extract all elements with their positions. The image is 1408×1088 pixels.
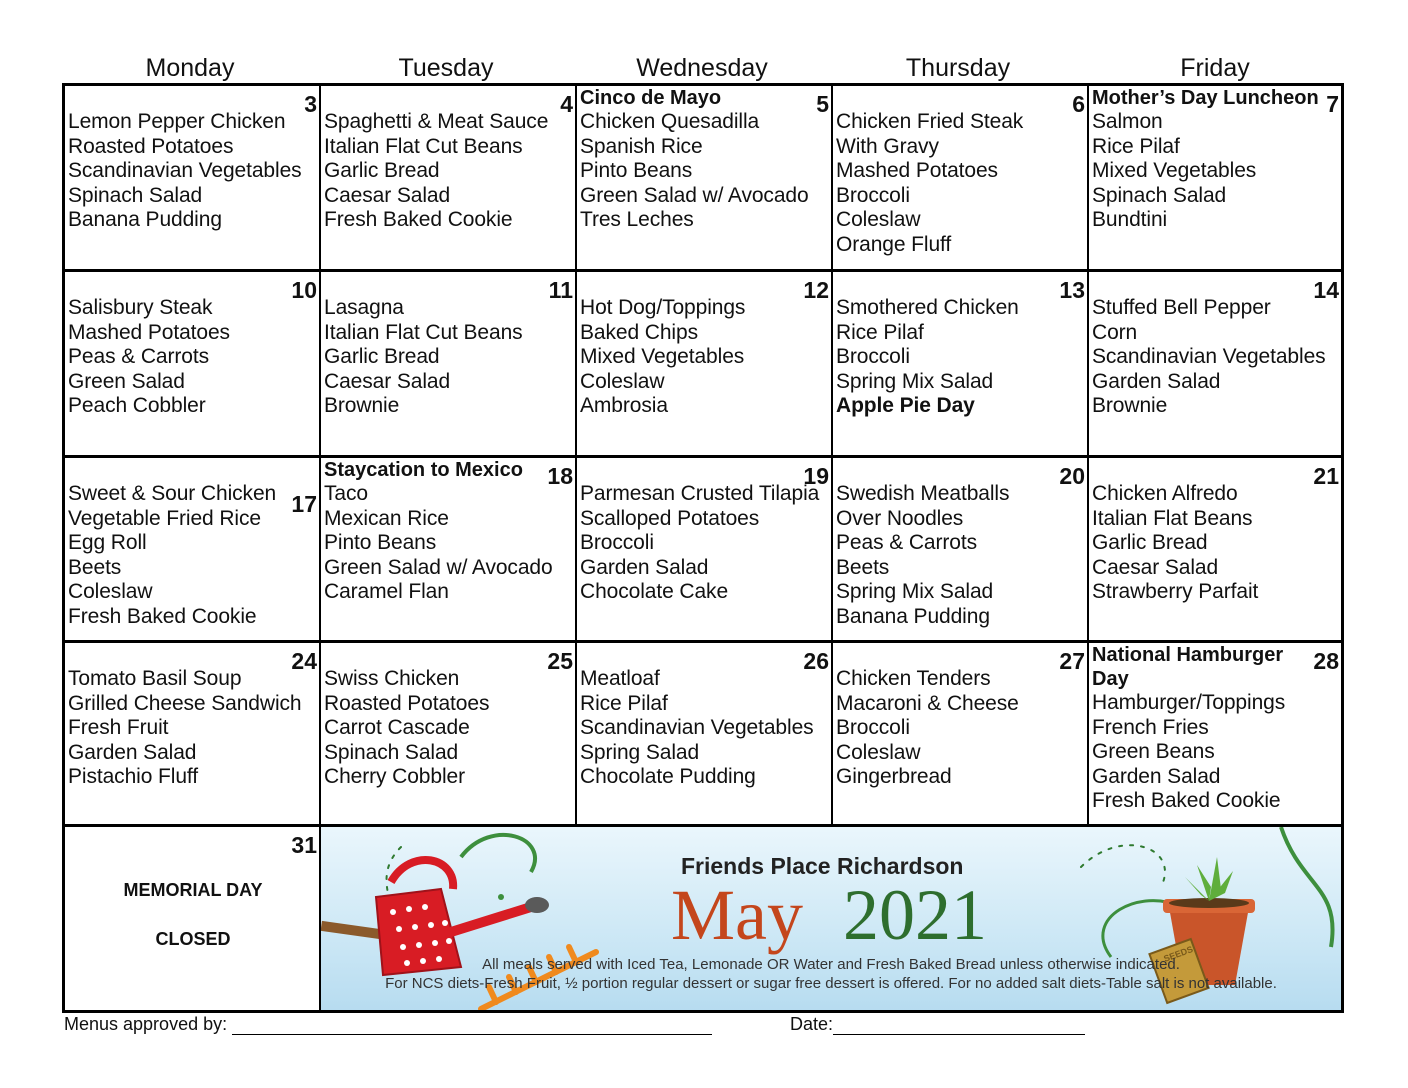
menu-list bbox=[1092, 110, 1256, 233]
menu-item: Green Salad w/ Avocado bbox=[324, 555, 553, 579]
menu-item: Broccoli bbox=[580, 531, 654, 555]
menu-list bbox=[68, 667, 302, 790]
menu-item: Green Beans bbox=[1092, 740, 1215, 764]
menu-item: Brownie bbox=[324, 394, 400, 418]
menu-item: Fresh Baked Cookie bbox=[324, 208, 513, 232]
menu-list bbox=[324, 110, 548, 233]
menu-list bbox=[836, 482, 1009, 630]
menu-item: Baked Chips bbox=[580, 320, 698, 344]
menu-item: Italian Flat Cut Beans bbox=[324, 134, 523, 158]
menu-item: Salmon bbox=[1092, 110, 1163, 133]
menu-item: Fresh Baked Cookie bbox=[1092, 789, 1281, 813]
day-number: 13 bbox=[1059, 277, 1085, 303]
menu-item: Roasted Potatoes bbox=[68, 134, 234, 158]
menu-item: French Fries bbox=[1092, 715, 1209, 739]
holiday-label: MEMORIAL DAY bbox=[123, 880, 263, 900]
diet-note: For NCS diets-Fresh Fruit, ½ portion regular dessert or sugar free dessert is offered. For no added salt diets-Table salt is not available. bbox=[385, 975, 1277, 992]
day-cell-6 bbox=[833, 86, 1089, 272]
menu-item: Beets bbox=[68, 555, 122, 579]
menu-list bbox=[836, 667, 1019, 790]
menu-item: Coleslaw bbox=[68, 580, 153, 604]
day-cell-24 bbox=[65, 643, 321, 827]
special-event-heading: Cinco de Mayo bbox=[580, 87, 722, 109]
day-cell-13 bbox=[833, 272, 1089, 458]
menu-item: Peas & Carrots bbox=[68, 345, 209, 369]
menu-item: Pinto Beans bbox=[324, 531, 437, 555]
menu-item: Cherry Cobbler bbox=[324, 765, 465, 789]
menu-list bbox=[580, 296, 745, 419]
menu-item: Ambrosia bbox=[580, 394, 668, 418]
menu-item: Rice Pilaf bbox=[580, 691, 668, 715]
menu-item: Orange Fluff bbox=[836, 232, 952, 256]
menu-item: Caesar Salad bbox=[324, 183, 451, 207]
menu-item: Caesar Salad bbox=[1092, 555, 1219, 579]
menu-item: Grilled Cheese Sandwich bbox=[68, 691, 302, 715]
special-event-heading-line2: Day bbox=[1092, 668, 1129, 690]
menu-item: Scandinavian Vegetables bbox=[580, 716, 814, 740]
menu-item: Swiss Chicken bbox=[324, 667, 460, 690]
menu-item: Peas & Carrots bbox=[836, 531, 977, 555]
menu-item: Taco bbox=[324, 482, 368, 505]
menu-item: Mexican Rice bbox=[324, 506, 449, 530]
month-banner bbox=[321, 827, 1341, 1010]
day-name: Thursday bbox=[905, 54, 1011, 82]
day-cell-3 bbox=[65, 86, 321, 272]
menu-item: Garlic Bread bbox=[1092, 531, 1208, 555]
menu-item: Rice Pilaf bbox=[1092, 134, 1180, 158]
facility-name: Friends Place Richardson bbox=[681, 853, 964, 879]
day-number: 25 bbox=[547, 648, 573, 674]
menu-item: Italian Flat Cut Beans bbox=[324, 320, 523, 344]
date-blank[interactable] bbox=[833, 1018, 1085, 1035]
day-cell-11 bbox=[321, 272, 577, 458]
menu-list bbox=[580, 110, 809, 233]
menu-item: Fresh Baked Cookie bbox=[68, 604, 257, 628]
menu-item: Mixed Vegetables bbox=[580, 345, 745, 369]
day-number: 31 bbox=[291, 832, 317, 858]
menu-item: Caesar Salad bbox=[324, 369, 451, 393]
menu-list bbox=[1092, 691, 1285, 814]
menu-item: Corn bbox=[1092, 320, 1138, 344]
day-number: 10 bbox=[291, 277, 317, 303]
menu-item: Garden Salad bbox=[1092, 764, 1221, 788]
menu-item: Chicken Tenders bbox=[836, 667, 991, 690]
menu-list bbox=[836, 110, 1023, 258]
menu-item: Spinach Salad bbox=[68, 183, 203, 207]
menu-item: Italian Flat Beans bbox=[1092, 506, 1253, 530]
day-number: 6 bbox=[1072, 91, 1085, 117]
day-cell-19 bbox=[577, 458, 833, 643]
menu-item: Macaroni & Cheese bbox=[836, 691, 1019, 715]
menu-item: Chicken Fried Steak bbox=[836, 110, 1024, 133]
approval-line bbox=[64, 1014, 712, 1035]
menu-item: Apple Pie Day bbox=[836, 394, 975, 418]
menu-item: Fresh Fruit bbox=[68, 716, 169, 740]
day-cell-7 bbox=[1089, 86, 1341, 272]
menu-item: Caramel Flan bbox=[324, 580, 449, 604]
menu-item: Coleslaw bbox=[836, 208, 921, 232]
menu-item: Gingerbread bbox=[836, 765, 952, 789]
menu-item: Spring Salad bbox=[580, 740, 700, 764]
menu-item: Beets bbox=[836, 555, 890, 579]
menu-list bbox=[1092, 482, 1258, 605]
year-label: 2021 bbox=[843, 875, 987, 955]
day-cell-12 bbox=[577, 272, 833, 458]
closed-label: CLOSED bbox=[155, 929, 231, 949]
day-number: 4 bbox=[560, 91, 573, 117]
day-number: 26 bbox=[803, 648, 829, 674]
day-number: 21 bbox=[1313, 463, 1339, 489]
menu-item: Meatloaf bbox=[580, 667, 660, 690]
menu-item: Broccoli bbox=[836, 716, 910, 740]
menu-item: Mashed Potatoes bbox=[836, 159, 998, 183]
menu-item: Pistachio Fluff bbox=[68, 765, 199, 789]
menu-item: Chocolate Pudding bbox=[580, 765, 756, 789]
menu-item: Tres Leches bbox=[580, 208, 694, 232]
menu-item: Chicken Quesadilla bbox=[580, 110, 760, 133]
menu-list bbox=[68, 482, 276, 630]
menu-item: Lemon Pepper Chicken bbox=[68, 110, 286, 133]
special-event-heading: National Hamburger bbox=[1092, 644, 1284, 666]
menu-item: Stuffed Bell Pepper bbox=[1092, 296, 1271, 319]
day-name: Monday bbox=[145, 54, 235, 82]
special-event-heading: Mother’s Day Luncheon bbox=[1092, 87, 1319, 109]
menu-item: Roasted Potatoes bbox=[324, 691, 490, 715]
date-label: Date: bbox=[790, 1014, 834, 1034]
menu-item: Egg Roll bbox=[68, 531, 147, 555]
menu-item: Strawberry Parfait bbox=[1092, 580, 1259, 604]
menu-item: Spanish Rice bbox=[580, 134, 703, 158]
menu-list bbox=[324, 482, 553, 605]
day-number: 3 bbox=[304, 91, 317, 117]
menu-list bbox=[1092, 296, 1326, 419]
day-name: Tuesday bbox=[398, 54, 494, 82]
menu-item: Broccoli bbox=[836, 345, 910, 369]
menu-item: Mixed Vegetables bbox=[1092, 159, 1257, 183]
day-cell-10 bbox=[65, 272, 321, 458]
menu-item: Vegetable Fried Rice bbox=[68, 506, 261, 530]
beverage-note: All meals served with Iced Tea, Lemonade OR Water and Fresh Baked Bread unless otherwise indicated. bbox=[482, 956, 1180, 973]
menu-item: Brownie bbox=[1092, 394, 1168, 418]
menu-item: Scandinavian Vegetables bbox=[68, 159, 302, 183]
menu-item: Green Salad bbox=[68, 369, 185, 393]
menu-item: Swedish Meatballs bbox=[836, 482, 1010, 505]
day-cell-31 bbox=[65, 827, 321, 1010]
menu-item: Coleslaw bbox=[580, 369, 665, 393]
day-name: Wednesday bbox=[636, 54, 768, 82]
menu-item: Scalloped Potatoes bbox=[580, 506, 760, 530]
menu-item: Rice Pilaf bbox=[836, 320, 924, 344]
menu-list bbox=[580, 667, 814, 790]
menu-item: Bundtini bbox=[1092, 208, 1168, 232]
day-number: 17 bbox=[291, 491, 317, 517]
menu-list bbox=[68, 110, 302, 233]
day-number: 7 bbox=[1326, 91, 1339, 117]
menu-item: Garden Salad bbox=[580, 555, 709, 579]
menu-item: Hamburger/Toppings bbox=[1092, 691, 1286, 714]
menu-item: Chicken Alfredo bbox=[1092, 482, 1238, 505]
menu-list bbox=[324, 667, 489, 790]
day-cell-27 bbox=[833, 643, 1089, 827]
menu-item: Garden Salad bbox=[1092, 369, 1221, 393]
menu-item: Lasagna bbox=[324, 296, 404, 319]
menu-item: Mashed Potatoes bbox=[68, 320, 230, 344]
menu-item: Spinach Salad bbox=[324, 740, 459, 764]
menu-item: Carrot Cascade bbox=[324, 716, 470, 740]
day-cell-26 bbox=[577, 643, 833, 827]
menu-item: Banana Pudding bbox=[836, 604, 990, 628]
signature-line[interactable] bbox=[232, 1018, 712, 1035]
approval-label: Menus approved by: bbox=[64, 1014, 228, 1034]
menu-item: Garlic Bread bbox=[324, 159, 440, 183]
day-number: 5 bbox=[816, 91, 829, 117]
menu-item: Smothered Chicken bbox=[836, 296, 1019, 319]
menu-item: Over Noodles bbox=[836, 506, 964, 530]
menu-item: Sweet & Sour Chicken bbox=[68, 482, 277, 505]
menu-item: Garden Salad bbox=[68, 740, 197, 764]
menu-list bbox=[836, 296, 1019, 419]
menu-item: Spring Mix Salad bbox=[836, 580, 994, 604]
menu-item: Peach Cobbler bbox=[68, 394, 206, 418]
menu-item: With Gravy bbox=[836, 134, 939, 158]
day-cell-28 bbox=[1089, 643, 1341, 827]
menu-item: Hot Dog/Toppings bbox=[580, 296, 746, 319]
menu-list bbox=[324, 296, 523, 419]
menu-list bbox=[68, 296, 230, 419]
menu-item: Spaghetti & Meat Sauce bbox=[324, 110, 549, 133]
day-cell-17 bbox=[65, 458, 321, 643]
menu-item: Pinto Beans bbox=[580, 159, 693, 183]
day-cell-20 bbox=[833, 458, 1089, 643]
menu-item: Scandinavian Vegetables bbox=[1092, 345, 1326, 369]
day-cell-25 bbox=[321, 643, 577, 827]
menu-item: Green Salad w/ Avocado bbox=[580, 183, 809, 207]
day-number: 24 bbox=[291, 648, 317, 674]
menu-item: Salisbury Steak bbox=[68, 296, 213, 319]
menu-item: Tomato Basil Soup bbox=[68, 667, 242, 690]
day-number: 14 bbox=[1313, 277, 1339, 303]
date-line bbox=[790, 1014, 1085, 1035]
menu-item: Spring Mix Salad bbox=[836, 369, 994, 393]
day-cell-18 bbox=[321, 458, 577, 643]
menu-item: Garlic Bread bbox=[324, 345, 440, 369]
seeds-packet-label: SEEDS bbox=[1162, 944, 1195, 964]
day-number: 18 bbox=[547, 463, 573, 489]
menu-item: Chocolate Cake bbox=[580, 580, 729, 604]
day-number: 28 bbox=[1313, 648, 1339, 674]
day-number: 11 bbox=[548, 277, 573, 303]
menu-item: Spinach Salad bbox=[1092, 183, 1227, 207]
calendar-grid bbox=[62, 83, 1344, 1013]
day-name: Friday bbox=[1180, 54, 1250, 82]
day-number: 12 bbox=[803, 277, 829, 303]
day-cell-5 bbox=[577, 86, 833, 272]
menu-item: Banana Pudding bbox=[68, 208, 222, 232]
menu-item: Broccoli bbox=[836, 183, 910, 207]
day-number: 27 bbox=[1059, 648, 1085, 674]
weekday-header bbox=[62, 52, 1344, 84]
day-cell-14 bbox=[1089, 272, 1341, 458]
menu-item: Parmesan Crusted Tilapia bbox=[580, 482, 820, 505]
menu-list bbox=[580, 482, 819, 605]
day-number: 20 bbox=[1059, 463, 1085, 489]
month-label: May bbox=[671, 875, 803, 955]
day-cell-21 bbox=[1089, 458, 1341, 643]
day-number: 19 bbox=[803, 463, 829, 489]
day-cell-4 bbox=[321, 86, 577, 272]
special-event-heading: Staycation to Mexico bbox=[324, 459, 523, 481]
menu-item: Coleslaw bbox=[836, 740, 921, 764]
